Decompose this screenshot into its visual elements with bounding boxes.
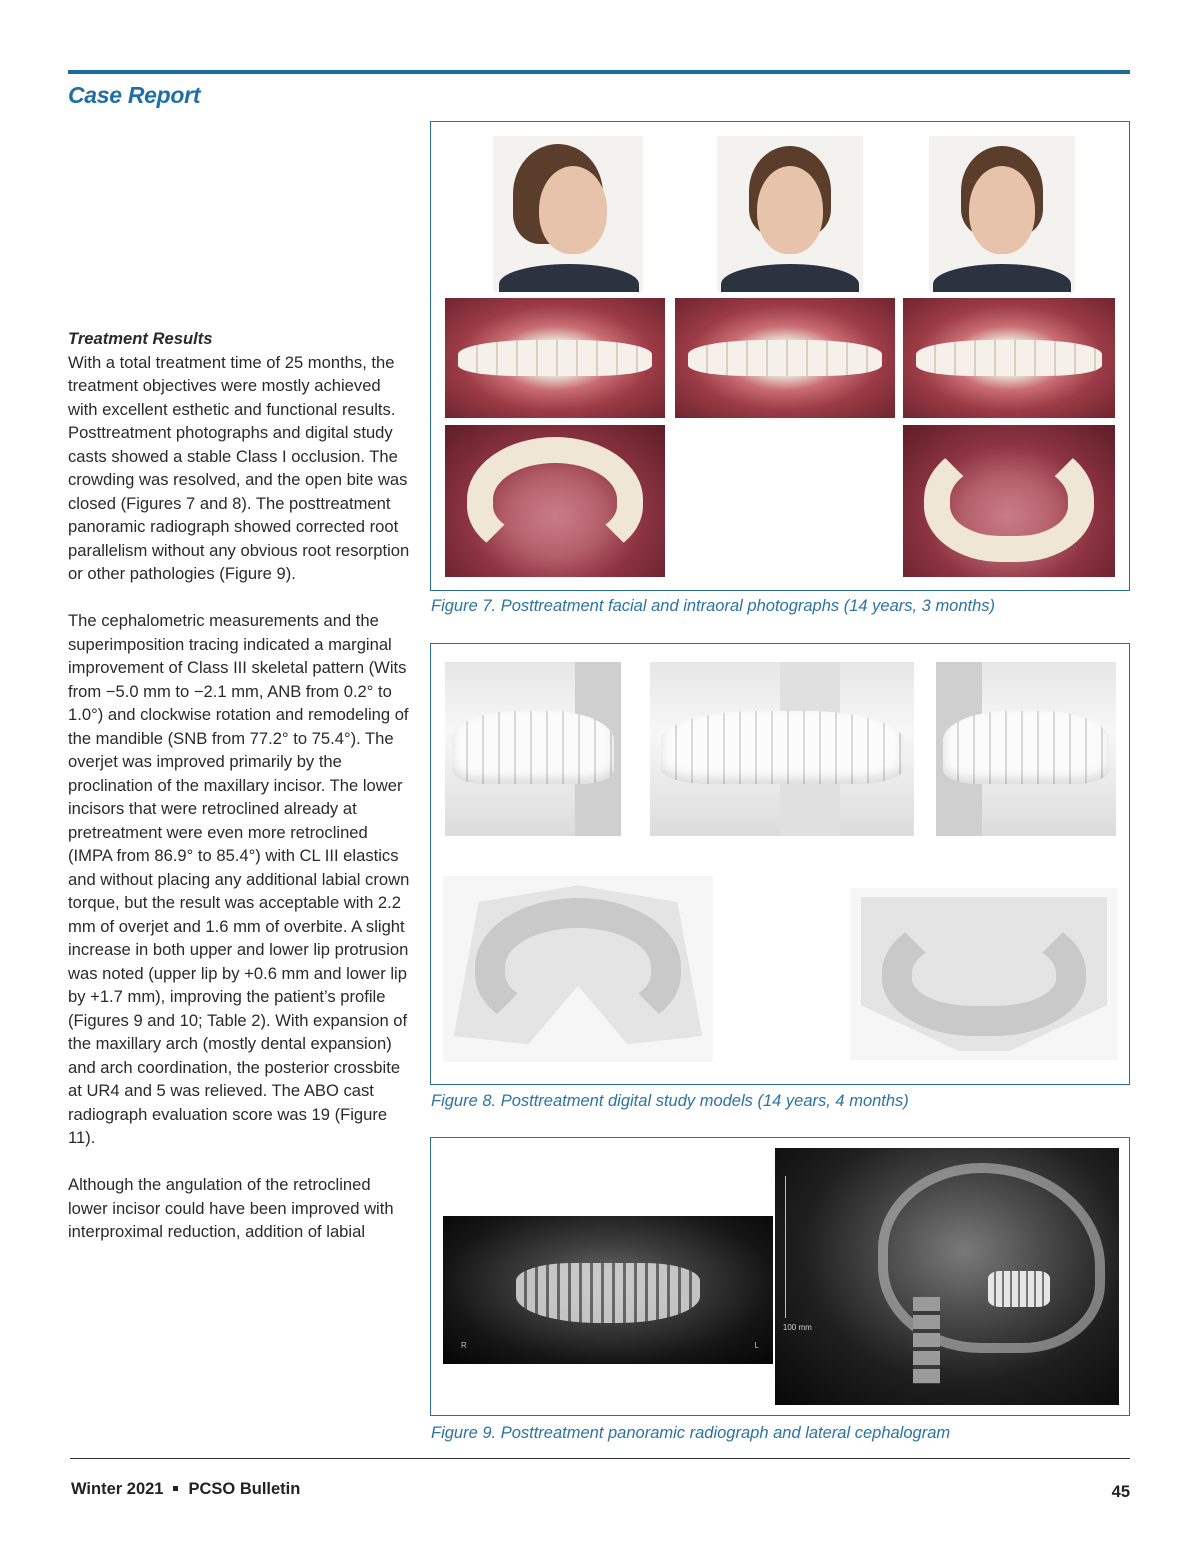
- paragraph-3: Although the angulation of the retroclined lower incisor could have been improved with interproximal reduction, addition of labial: [68, 1175, 394, 1241]
- study-model-lower-occlusal: [850, 888, 1118, 1060]
- figure-7-frame: [430, 121, 1130, 591]
- footer-publication-name: PCSO Bulletin: [188, 1480, 301, 1498]
- study-model-right: [445, 662, 621, 836]
- subheading-treatment-results: Treatment Results: [68, 329, 213, 348]
- footer-rule: [70, 1458, 1130, 1459]
- occlusal-photo-lower: [903, 425, 1115, 577]
- intraoral-photo-left: [903, 298, 1115, 418]
- figure-8-caption: Figure 8. Posttreatment digital study models (14 years, 4 months): [431, 1092, 909, 1110]
- figure-9-caption: Figure 9. Posttreatment panoramic radiograph and lateral cephalogram: [431, 1424, 951, 1442]
- footer-season: Winter 2021: [71, 1480, 164, 1498]
- footer-publication: [71, 1480, 300, 1499]
- panoramic-right-marker: R: [461, 1341, 467, 1350]
- facial-photo-frontal: [717, 136, 863, 292]
- study-model-upper-occlusal: [443, 876, 713, 1062]
- ceph-scale-ruler: [785, 1176, 786, 1317]
- figure-7-caption: Figure 7. Posttreatment facial and intraoral photographs (14 years, 3 months): [431, 597, 996, 615]
- paragraph-2: The cephalometric measurements and the superimposition tracing indicated a marginal improvement of Class III skeletal pattern (Wits from −5.0 mm to −2.1 mm, ANB from 0.2° to 1.0°) and clockwise rotation and remodeling of the mandible (SNB from 77.2° to 75.4°). The overjet was improved primarily by the proclination of the maxillary incisor. The lower incisors that were retroclined already at pretreatment were even more retroclined (IMPA from 86.9° to 85.4°) with CL III elastics and without placing any additional labial crown torque, but the result was acceptable with 2.2 mm of overjet and 1.6 mm of overbite. A slight increase in both upper and lower lip protrusion was noted (upper lip by +0.6 mm and lower lip by +1.7 mm), improving the patient’s profile (Figures 9 and 10; Table 2). With expansion of the maxillary arch (mostly dental expansion) and arch coordination, the posterior crossbite at UR4 and 5 was relieved. The ABO cast radiograph evaluation score was 19 (Figure 11).: [68, 611, 410, 1147]
- panoramic-left-marker: L: [754, 1341, 759, 1350]
- facial-photo-smile: [929, 136, 1075, 292]
- study-model-left: [936, 662, 1116, 836]
- figure-8-frame: [430, 643, 1130, 1085]
- ceph-scale-label: 100 mm: [782, 1322, 812, 1332]
- footer-separator: [173, 1486, 178, 1491]
- paragraph-1: With a total treatment time of 25 months, the treatment objectives were mostly achieved with excellent esthetic and functional results. Posttreatment photographs and digital study casts showed a stable Class I occlusion. The crowding was resolved, and the open bite was closed (Figures 7 and 8). The posttreatment panoramic radiograph showed corrected root parallelism without any obvious root resorption or other pathologies (Figure 9).: [68, 352, 410, 583]
- occlusal-photo-upper: [445, 425, 665, 577]
- panoramic-radiograph: [443, 1216, 773, 1364]
- study-model-frontal: [650, 662, 914, 836]
- section-label: Case Report: [68, 82, 201, 108]
- body-column: [68, 327, 410, 1244]
- lateral-cephalogram: [775, 1148, 1119, 1405]
- figure-9-frame: [430, 1137, 1130, 1416]
- header-rule: [68, 70, 1130, 74]
- page-number: 45: [1111, 1483, 1130, 1501]
- facial-photo-profile: [493, 136, 643, 292]
- intraoral-photo-frontal: [675, 298, 895, 418]
- intraoral-photo-right: [445, 298, 665, 418]
